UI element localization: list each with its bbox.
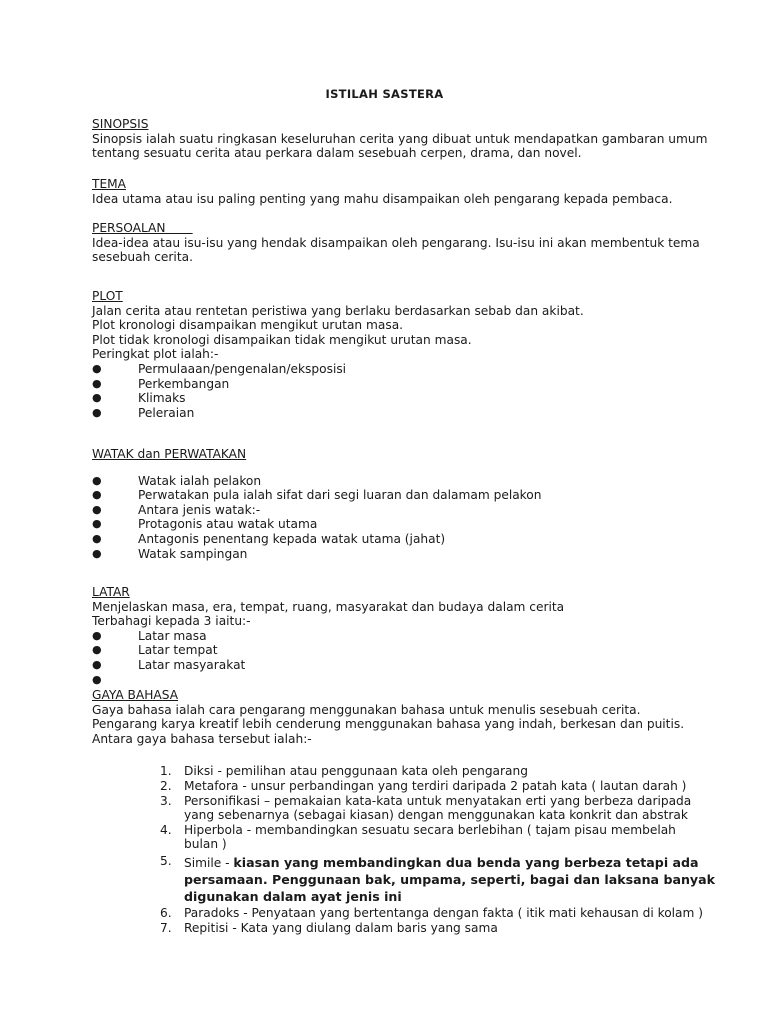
persoalan-line: sesebuah cerita. (92, 250, 193, 265)
list-item (92, 921, 712, 936)
bullet-icon: ● (92, 672, 102, 686)
list-item (92, 643, 712, 658)
list-item (92, 906, 712, 921)
list-item (92, 764, 712, 779)
document-title: ISTILAH SASTERA (325, 87, 444, 101)
gaya-line: Antara gaya bahasa tersebut ialah:- (92, 731, 312, 746)
list-number: 2. (160, 778, 172, 793)
section-persoalan (92, 221, 712, 265)
list-item-text: Latar masyarakat (138, 657, 246, 672)
list-item-text: Perkembangan (138, 376, 230, 391)
list-item (92, 658, 712, 673)
list-number: 3. (160, 793, 172, 808)
latar-line: Terbahagi kepada 3 iaitu:- (92, 614, 251, 629)
list-item-text: Klimaks (138, 391, 186, 406)
list-item-text: Watak sampingan (138, 546, 248, 561)
tema-line: Idea utama atau isu paling penting yang mahu disampaikan oleh pengarang kepada pembaca. (92, 191, 673, 206)
list-item-text: Repitisi - Kata yang diulang dalam baris yang sama (184, 920, 498, 935)
plot-line: Plot tidak kronologi disampaikan tidak mengikut urutan masa. (92, 332, 472, 347)
latar-bullet-list (92, 629, 712, 687)
list-item (92, 474, 712, 489)
list-item (92, 488, 712, 503)
list-item-text: Antara jenis watak:- (138, 502, 261, 517)
list-item (92, 362, 712, 377)
gaya-line: Gaya bahasa ialah cara pengarang menggunakan bahasa untuk menulis sesebuah cerita. (92, 702, 641, 717)
bullet-icon: ● (92, 502, 102, 516)
bullet-icon: ● (92, 531, 102, 545)
bullet-icon: ● (92, 517, 102, 531)
list-item-bold-continuation: digunakan dalam ayat jenis ini (184, 888, 402, 904)
heading-sinopsis: SINOPSIS (92, 117, 149, 131)
sinopsis-line: tentang sesuatu cerita atau perkara dalam sesebuah cerpen, drama, dan novel. (92, 146, 582, 161)
list-item (92, 406, 712, 421)
list-item-text: Latar masa (138, 628, 207, 643)
bullet-icon: ● (92, 376, 102, 390)
list-item-text: Personifikasi – pemakaian kata-kata untuk menyatakan erti yang berbeza daripada (184, 793, 692, 808)
list-item (92, 794, 712, 823)
plot-line: Peringkat plot ialah:- (92, 347, 219, 362)
plot-bullet-list (92, 362, 712, 420)
section-tema (92, 177, 712, 206)
list-item (92, 532, 712, 547)
list-item-text: Latar tempat (138, 643, 218, 658)
bullet-icon: ● (92, 361, 102, 375)
list-number: 4. (160, 822, 172, 837)
sinopsis-line: Sinopsis ialah suatu ringkasan keseluruhan cerita yang dibuat untuk mendapatkan gambaran umum (92, 131, 708, 146)
section-latar (92, 585, 712, 687)
gaya-line: Pengarang karya kreatif lebih cenderung menggunakan bahasa yang indah, berkesan dan puitis. (92, 717, 685, 732)
bullet-icon: ● (92, 473, 102, 487)
latar-line: Menjelaskan masa, era, tempat, ruang, masyarakat dan budaya dalam cerita (92, 599, 565, 614)
list-item (92, 823, 712, 852)
plot-line: Plot kronologi disampaikan mengikut urutan masa. (92, 318, 404, 333)
list-item-text: Antagonis penentang kepada watak utama (jahat) (138, 531, 446, 546)
section-watak (92, 447, 712, 561)
list-item-bold-continuation: persamaan. Penggunaan bak, umpama, seperti, bagai dan laksana banyak (184, 871, 716, 887)
bullet-icon: ● (92, 628, 102, 642)
watak-bullet-list (92, 474, 712, 562)
list-item (92, 377, 712, 392)
list-item (92, 547, 712, 562)
persoalan-line: Idea-idea atau isu-isu yang hendak disampaikan oleh pengarang. Isu-isu ini akan membentuk tema (92, 235, 700, 250)
list-number: 5. (160, 853, 172, 868)
plot-line: Jalan cerita atau rentetan peristiwa yang berlaku berdasarkan sebab dan akibat. (92, 303, 584, 318)
section-sinopsis (92, 117, 712, 161)
list-item-text: Watak ialah pelakon (138, 473, 262, 488)
list-number: 1. (160, 764, 172, 779)
list-item-text: Metafora - unsur perbandingan yang terdiri daripada 2 patah kata ( lautan darah ) (184, 778, 687, 793)
list-item-bold-text: kiasan yang membandingkan dua benda yang berbeza tetapi ada (233, 854, 699, 870)
list-item-simile (92, 853, 716, 905)
list-item-continuation: yang sebenarnya (sebagai kiasan) dengan menggunakan kata konkrit dan abstrak (184, 808, 688, 823)
bullet-icon: ● (92, 391, 102, 405)
heading-watak: WATAK dan PERWATAKAN (92, 447, 247, 461)
list-item (92, 629, 712, 644)
document-page (92, 0, 716, 1024)
bullet-icon: ● (92, 546, 102, 560)
list-item (92, 779, 712, 794)
heading-plot: PLOT (92, 289, 123, 303)
list-item-text: Diksi - pemilihan atau penggunaan kata oleh pengarang (184, 764, 528, 779)
list-item-text: Perwatakan pula ialah sifat dari segi luaran dan dalamam pelakon (138, 488, 542, 503)
bullet-icon: ● (92, 657, 102, 671)
list-item (92, 517, 712, 532)
bullet-icon: ● (92, 488, 102, 502)
list-item-text: Paradoks - Penyataan yang bertentanga dengan fakta ( itik mati kehausan di kolam ) (184, 905, 704, 920)
section-gaya-bahasa (92, 688, 716, 935)
gaya-numbered-list (92, 764, 716, 935)
list-item-text: Hiperbola - membandingkan sesuatu secara berlebihan ( tajam pisau membelah (184, 822, 676, 837)
heading-gaya-bahasa: GAYA BAHASA (92, 688, 179, 702)
heading-persoalan: PERSOALAN (92, 221, 193, 235)
list-item-text: Simile - (184, 855, 234, 870)
list-item-continuation: bulan ) (184, 837, 227, 852)
list-item (92, 391, 712, 406)
list-item-text: Permulaaan/pengenalan/eksposisi (138, 361, 347, 376)
list-item-text: Peleraian (138, 405, 195, 420)
list-number: 6. (160, 905, 172, 920)
list-item (92, 673, 712, 688)
heading-tema: TEMA (92, 177, 126, 191)
bullet-icon: ● (92, 405, 102, 419)
bullet-icon: ● (92, 643, 102, 657)
list-number: 7. (160, 920, 172, 935)
heading-latar: LATAR (92, 585, 130, 599)
section-plot (92, 289, 712, 420)
list-item (92, 503, 712, 518)
list-item-text: Protagonis atau watak utama (138, 517, 318, 532)
